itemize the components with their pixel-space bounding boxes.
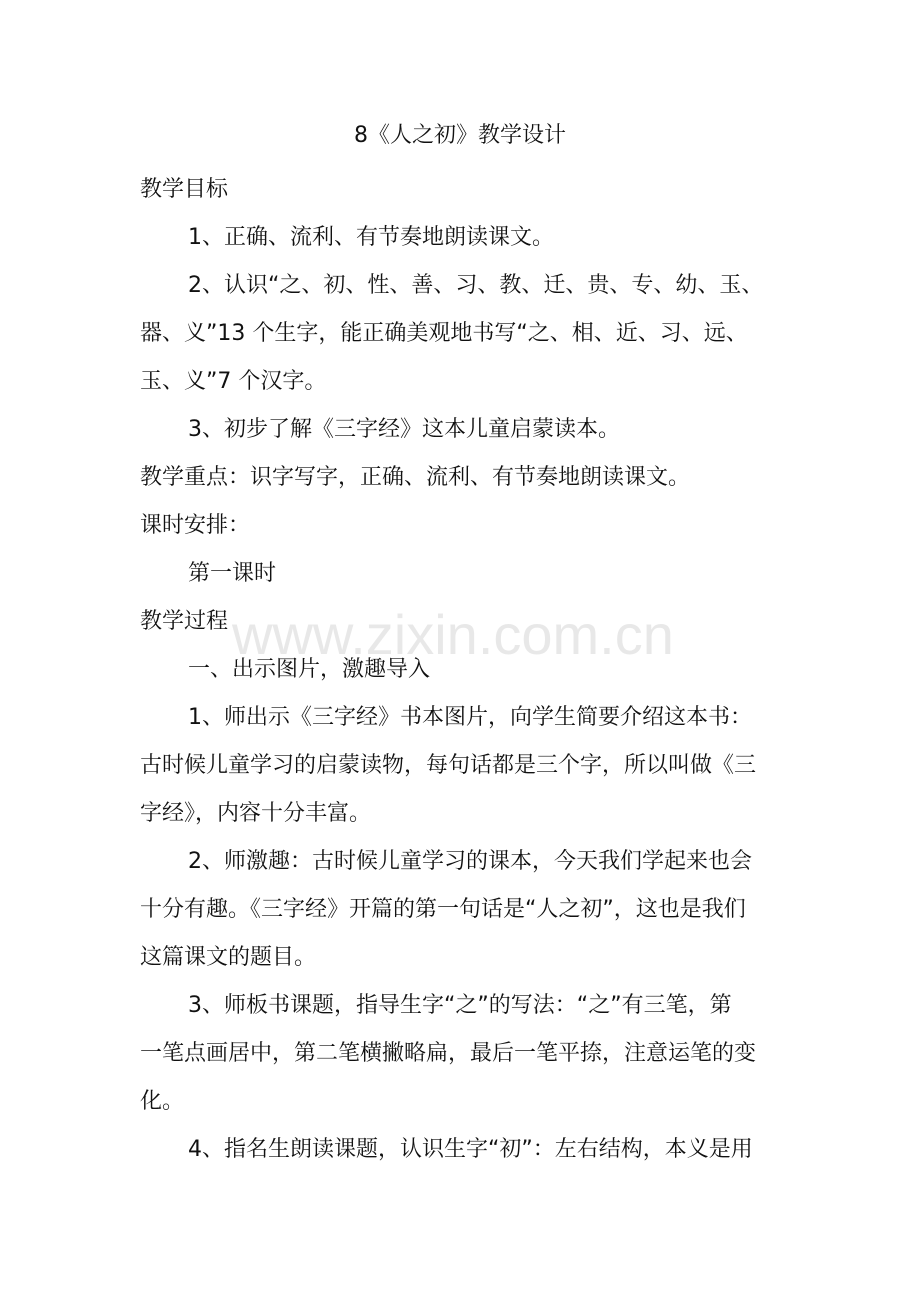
paragraph-line: 这篇课文的题目。 <box>140 945 317 970</box>
watermark: www.zixin.com.cn <box>232 603 674 666</box>
paragraph-line: 一、出示图片，激趣导入 <box>188 657 431 682</box>
paragraph-line: 教学过程 <box>140 609 229 634</box>
paragraph-line: 2、师激趣：古时候儿童学习的课本，今天我们学起来也会 <box>188 849 752 874</box>
document-title: 8《人之初》教学设计 <box>354 123 566 148</box>
paragraph-line: 古时候儿童学习的启蒙读物，每句话都是三个字，所以叫做《三 <box>140 753 757 778</box>
paragraph-line: 化。 <box>140 1089 185 1114</box>
paragraph-line: 教学重点：识字写字，正确、流利、有节奏地朗读课文。 <box>140 465 691 490</box>
paragraph-line: 十分有趣。《三字经》开篇的第一句话是“人之初”，这也是我们 <box>140 897 746 922</box>
paragraph-line: 3、初步了解《三字经》这本儿童启蒙读本。 <box>188 417 620 442</box>
paragraph-line: 一笔点画居中，第二笔横撇略扁，最后一笔平捺，注意运笔的变 <box>140 1041 757 1066</box>
document-body <box>140 166 792 1174</box>
paragraph-line: 器、义”13 个生字，能正确美观地书写“之、相、近、习、远、 <box>140 321 748 346</box>
paragraph-line: 教学目标 <box>140 177 229 202</box>
paragraph-line: 第一课时 <box>188 561 277 586</box>
paragraph-line: 4、指名生朗读课题，认识生字“初”：左右结构，本义是用 <box>188 1137 753 1162</box>
paragraph-line: 课时安排： <box>140 513 251 538</box>
paragraph-line: 2、认识“之、初、性、善、习、教、迁、贵、专、幼、玉、 <box>188 273 764 298</box>
paragraph-line: 玉、义”7 个汉字。 <box>140 369 327 394</box>
paragraph-line: 1、正确、流利、有节奏地朗读课文。 <box>188 225 554 250</box>
paragraph-line: 1、师出示《三字经》书本图片，向学生简要介绍这本书： <box>188 705 752 730</box>
paragraph-line: 字经》，内容十分丰富。 <box>140 801 372 826</box>
paragraph-line: 3、师板书课题，指导生字“之”的写法：“之”有三笔，第 <box>188 993 732 1018</box>
